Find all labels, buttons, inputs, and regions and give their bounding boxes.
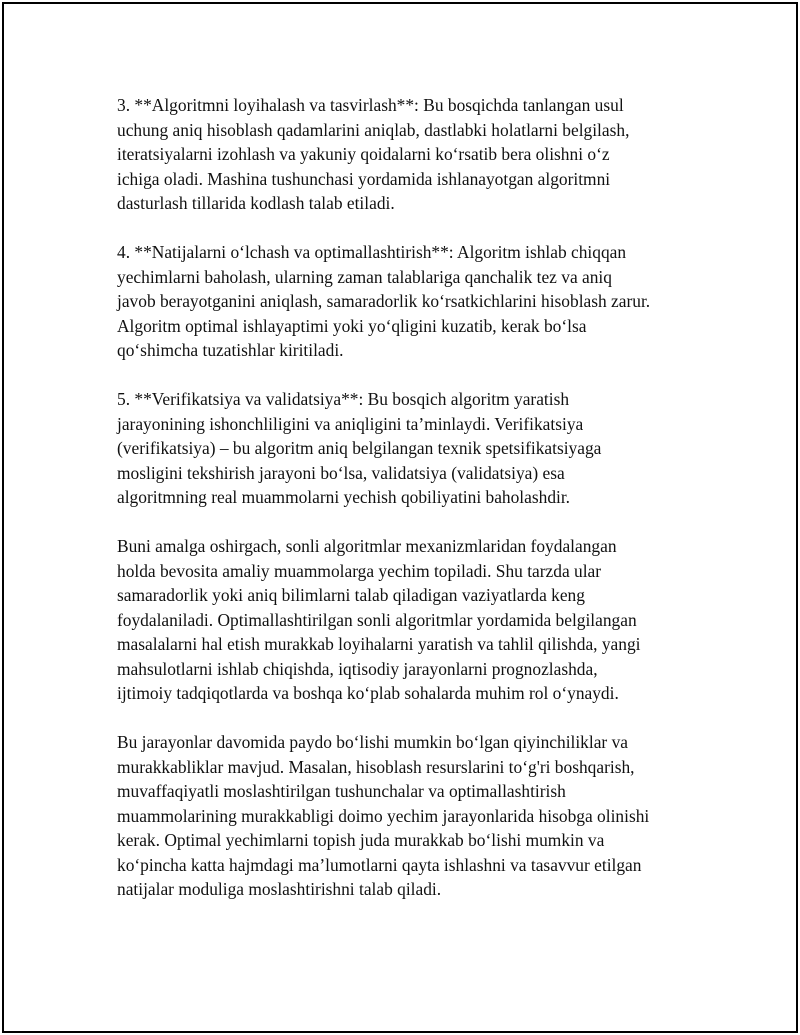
paragraph-results-optimization bbox=[117, 240, 697, 363]
text-line: samaradorlik yoki aniq bilimlarni talab qiladigan vaziyatlarda keng bbox=[117, 585, 585, 605]
text-line: (verifikatsiya) – bu algoritm aniq belgilangan texnik spetsifikatsiyaga bbox=[117, 438, 602, 458]
text-line: 3. **Algoritmni loyihalash va tasvirlash**: Bu bosqichda tanlangan usul bbox=[117, 95, 624, 115]
paragraph-algorithm-design bbox=[117, 93, 697, 216]
text-line: algoritmning real muammolarni yechish qobiliyatini baholashdir. bbox=[117, 487, 571, 507]
text-line: muvaffaqiyatli moslashtirilgan tushunchalar va optimallashtirish bbox=[117, 781, 566, 801]
text-line: masalalarni hal etish murakkab loyihalarni yaratish va tahlil qilishda, yangi bbox=[117, 634, 641, 654]
paragraph-verification-validation bbox=[117, 387, 697, 510]
text-line: 4. **Natijalarni o‘lchash va optimallashtirish**: Algoritm ishlab chiqqan bbox=[117, 242, 627, 262]
document-body bbox=[117, 93, 697, 926]
text-line: foydalaniladi. Optimallashtirilgan sonli algoritmlar yordamida belgilangan bbox=[117, 609, 637, 630]
text-line: jarayonining ishonchliligini va aniqligini ta’minlaydi. Verifikatsiya bbox=[117, 413, 584, 434]
text-line: ko‘pincha katta hajmdagi ma’lumotlarni qayta ishlashni va tasavvur etilgan bbox=[117, 854, 642, 875]
text-line: uchung aniq hisoblash qadamlarini aniqlab, dastlabki holatlarni belgilash, bbox=[117, 119, 630, 140]
text-line: dasturlash tillarida kodlash talab etiladi. bbox=[117, 193, 395, 213]
text-line: ijtimoiy tadqiqotlarda va boshqa ko‘plab sohalarda muhim rol o‘ynaydi. bbox=[117, 683, 619, 703]
text-line: javob berayotganini aniqlash, samaradorlik ko‘rsatkichlarini hisoblash zarur. bbox=[117, 291, 651, 311]
text-line: Algoritm optimal ishlayaptimi yoki yo‘qligini kuzatib, kerak bo‘lsa bbox=[117, 315, 587, 336]
text-line: 5. **Verifikatsiya va validatsiya**: Bu bosqich algoritm yaratish bbox=[117, 389, 570, 409]
text-line: Buni amalga oshirgach, sonli algoritmlar mexanizmlaridan foydalangan bbox=[117, 536, 617, 556]
text-line: kerak. Optimal yechimlarni topish juda murakkab bo‘lishi mumkin va bbox=[117, 830, 605, 850]
text-line: yechimlarni baholash, ularning zaman talablariga qanchalik tez va aniq bbox=[117, 266, 612, 287]
paragraph-application bbox=[117, 534, 697, 706]
text-line: ichiga oladi. Mashina tushunchasi yordamida ishlanayotgan algoritmni bbox=[117, 168, 611, 189]
text-line: iteratsiyalarni izohlash va yakuniy qoidalarni ko‘rsatib bera olishni o‘z bbox=[117, 144, 610, 164]
text-line: muammolarining murakkabligi doimo yechim jarayonlarida hisobga olinishi bbox=[117, 805, 650, 826]
text-line: natijalar moduliga moslashtirishni talab qiladi. bbox=[117, 879, 442, 899]
paragraph-challenges bbox=[117, 730, 697, 902]
text-line: qo‘shimcha tuzatishlar kiritiladi. bbox=[117, 340, 344, 360]
text-line: murakkabliklar mavjud. Masalan, hisoblash resurslarini to‘g'ri boshqarish, bbox=[117, 756, 635, 777]
text-line: holda bevosita amaliy muammolarga yechim topiladi. Shu tarzda ular bbox=[117, 560, 602, 581]
text-line: mosligini tekshirish jarayoni bo‘lsa, validatsiya (validatsiya) esa bbox=[117, 462, 565, 483]
text-line: mahsulotlarni ishlab chiqishda, iqtisodiy jarayonlarni prognozlashda, bbox=[117, 658, 598, 679]
text-line: Bu jarayonlar davomida paydo bo‘lishi mumkin bo‘lgan qiyinchiliklar va bbox=[117, 732, 628, 752]
